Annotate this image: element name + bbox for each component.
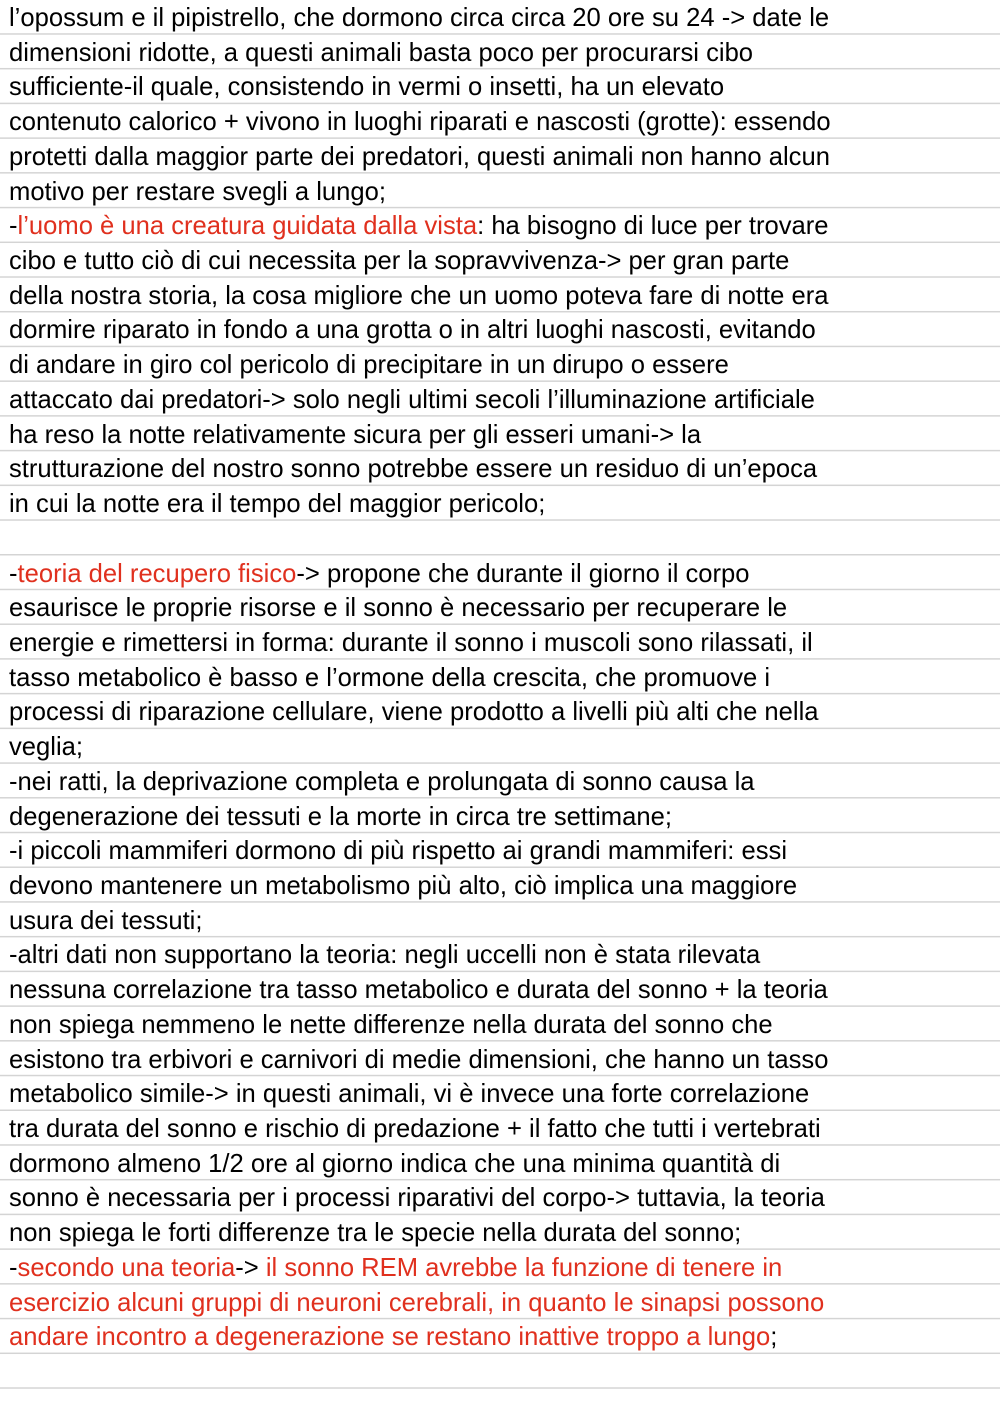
text-segment: -> <box>235 1253 266 1282</box>
text-line <box>9 904 999 939</box>
text-line <box>9 765 999 800</box>
text-line <box>9 383 999 418</box>
text-segment: sonno è necessaria per i processi riparativi del corpo-> tuttavia, la teoria <box>9 1184 825 1213</box>
text-line <box>9 869 999 904</box>
text-segment: dimensioni ridotte, a questi animali basta poco per procurarsi cibo <box>9 38 754 67</box>
text-line <box>9 244 999 279</box>
text-segment: -> propone che durante il giorno il corpo <box>296 559 750 588</box>
text-segment: esaurisce le proprie risorse e il sonno è necessario per recuperare le <box>9 594 788 623</box>
text-segment: ha reso la notte relativamente sicura per gli esseri umani-> la <box>9 420 702 449</box>
text-segment: motivo per restare svegli a lungo; <box>9 177 386 206</box>
text-segment: -altri dati non supportano la teoria: negli uccelli non è stata rilevata <box>9 941 761 970</box>
text-line <box>9 279 999 314</box>
text-line <box>9 348 999 383</box>
text-segment: non spiega nemmeno le nette differenze nella durata del sonno che <box>9 1010 773 1039</box>
text-line <box>9 105 999 140</box>
text-segment: -i piccoli mammiferi dormono di più rispetto ai grandi mammiferi: essi <box>9 837 788 866</box>
text-segment: l’opossum e il pipistrello, che dormono circa circa 20 ore su 24 -> date le <box>9 4 830 32</box>
text-segment: metabolico simile-> in questi animali, vi è invece una forte correlazione <box>9 1080 810 1109</box>
text-line <box>9 1251 999 1286</box>
text-line <box>9 1008 999 1043</box>
text-line <box>9 626 999 661</box>
text-segment: tasso metabolico è basso e l’ormone della crescita, che promuove i <box>9 663 771 692</box>
highlighted-text: esercizio alcuni gruppi di neuroni cerebrali, in quanto le sinapsi possono <box>9 1288 825 1317</box>
highlighted-text: secondo una teoria <box>17 1253 236 1282</box>
text-line <box>9 591 999 626</box>
text-segment: : ha bisogno di luce per trovare <box>477 212 829 241</box>
text-line <box>9 70 999 105</box>
text-line <box>9 1320 999 1355</box>
text-segment: ; <box>770 1323 778 1352</box>
text-line <box>9 1 999 36</box>
highlighted-text: l’uomo è una creatura guidata dalla vista <box>17 212 478 241</box>
text-line <box>9 1181 999 1216</box>
text-line <box>9 209 999 244</box>
text-segment: della nostra storia, la cosa migliore che un uomo poteva fare di notte era <box>9 281 829 310</box>
text-line <box>9 730 999 765</box>
text-line <box>9 140 999 175</box>
text-segment: energie e rimettersi in forma: durante il sonno i muscoli sono rilassati, il <box>9 628 813 657</box>
text-segment: usura dei tessuti; <box>9 906 203 935</box>
text-segment: strutturazione del nostro sonno potrebbe essere un residuo di un’epoca <box>9 455 818 484</box>
text-line <box>9 1286 999 1321</box>
highlighted-text: il sonno REM avrebbe la funzione di tenere in <box>265 1253 783 1282</box>
text-segment: in cui la notte era il tempo del maggior pericolo; <box>9 490 546 519</box>
highlighted-text: andare incontro a degenerazione se restano inattive troppo a lungo <box>9 1323 771 1352</box>
text-segment: di andare in giro col pericolo di precipitare in un dirupo o essere <box>9 351 729 380</box>
text-segment: protetti dalla maggior parte dei predatori, questi animali non hanno alcun <box>9 142 830 171</box>
text-line <box>9 1043 999 1078</box>
text-segment: contenuto calorico + vivono in luoghi riparati e nascosti (grotte): essendo <box>9 108 831 137</box>
text-segment: devono mantenere un metabolismo più alto, ciò implica una maggiore <box>9 871 798 900</box>
text-line <box>9 973 999 1008</box>
text-line <box>9 1077 999 1112</box>
text-line <box>9 938 999 973</box>
text-segment: veglia; <box>9 733 83 762</box>
text-segment: cibo e tutto ciò di cui necessita per la sopravvivenza-> per gran parte <box>9 247 790 276</box>
text-line <box>9 834 999 869</box>
text-segment: sufficiente-il quale, consistendo in vermi o insetti, ha un elevato <box>9 73 725 102</box>
text-line <box>9 452 999 487</box>
text-segment: - <box>9 559 18 588</box>
text-line <box>9 487 999 522</box>
text-segment: processi di riparazione cellulare, viene prodotto a livelli più alti che nella <box>9 698 819 727</box>
text-line <box>9 557 999 592</box>
text-segment: - <box>9 1253 18 1282</box>
text-line <box>9 1147 999 1182</box>
text-line <box>9 418 999 453</box>
text-segment: attaccato dai predatori-> solo negli ultimi secoli l’illuminazione artificiale <box>9 385 815 414</box>
text-line <box>9 36 999 71</box>
notes-body <box>9 1 999 1355</box>
text-line <box>9 1112 999 1147</box>
text-segment: -nei ratti, la deprivazione completa e prolungata di sonno causa la <box>9 767 755 796</box>
highlighted-text: teoria del recupero fisico <box>17 559 297 588</box>
text-segment: nessuna correlazione tra tasso metabolico e durata del sonno + la teoria <box>9 976 828 1005</box>
blank-line <box>9 522 999 557</box>
text-segment: - <box>9 212 18 241</box>
text-line <box>9 175 999 210</box>
text-segment: esistono tra erbivori e carnivori di medie dimensioni, che hanno un tasso <box>9 1045 829 1074</box>
text-segment: non spiega le forti differenze tra le specie nella durata del sonno; <box>9 1219 742 1248</box>
text-segment: dormire riparato in fondo a una grotta o in altri luoghi nascosti, evitando <box>9 316 816 345</box>
text-line <box>9 313 999 348</box>
text-line <box>9 800 999 835</box>
text-segment: tra durata del sonno e rischio di predazione + il fatto che tutti i vertebrati <box>9 1115 821 1143</box>
text-segment: dormono almeno 1/2 ore al giorno indica che una minima quantità di <box>9 1149 781 1178</box>
text-line <box>9 695 999 730</box>
text-line <box>9 1216 999 1251</box>
text-segment: degenerazione dei tessuti e la morte in circa tre settimane; <box>9 802 672 831</box>
text-line <box>9 661 999 696</box>
